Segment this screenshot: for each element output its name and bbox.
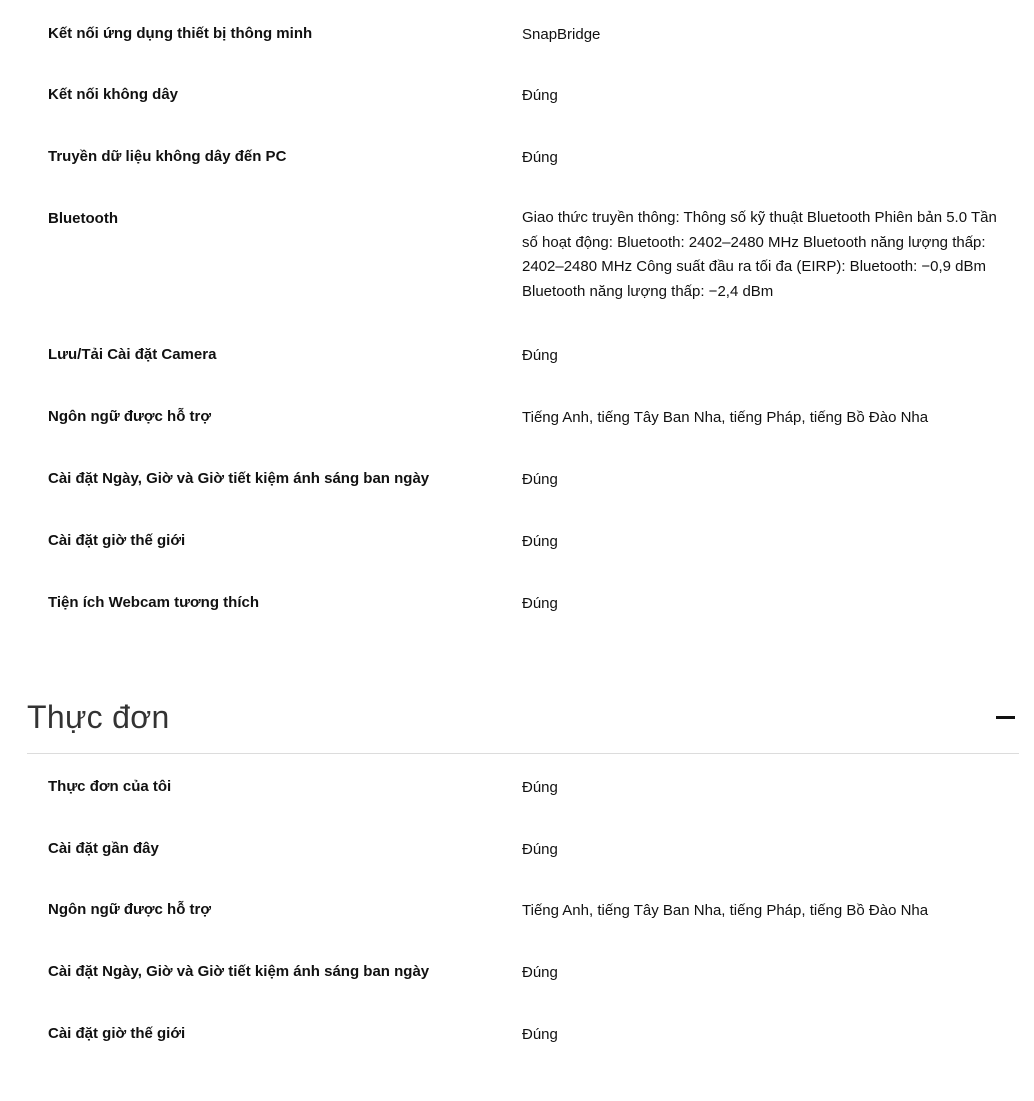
spec-label: Cài đặt Ngày, Giờ và Giờ tiết kiệm ánh sáng ban ngày	[48, 470, 430, 487]
minus-icon	[996, 716, 1015, 719]
spec-value: SnapBridge	[522, 26, 601, 43]
spec-label: Kết nối ứng dụng thiết bị thông minh	[48, 25, 313, 42]
spec-value: Đúng	[522, 964, 558, 981]
spec-value: Tiếng Anh, tiếng Tây Ban Nha, tiếng Pháp, tiếng Bồ Đào Nha	[522, 409, 929, 426]
spec-value: Đúng	[522, 347, 558, 364]
collapse-button[interactable]	[994, 713, 1016, 723]
spec-label: Cài đặt giờ thế giới	[48, 1025, 186, 1042]
spec-label: Cài đặt Ngày, Giờ và Giờ tiết kiệm ánh sáng ban ngày	[48, 963, 430, 980]
spec-label: Tiện ích Webcam tương thích	[48, 594, 259, 611]
spec-label: Ngôn ngữ được hỗ trợ	[48, 901, 212, 918]
spec-value: Đúng	[522, 1026, 558, 1043]
spec-value: Đúng	[522, 779, 558, 796]
spec-value: Đúng	[522, 87, 558, 104]
spec-label: Ngôn ngữ được hỗ trợ	[48, 408, 212, 425]
spec-value: Đúng	[522, 533, 558, 550]
spec-label: Lưu/Tải Cài đặt Camera	[48, 346, 217, 363]
spec-label: Kết nối không dây	[48, 86, 179, 103]
spec-label: Cài đặt giờ thế giới	[48, 532, 186, 549]
spec-label: Cài đặt gần đây	[48, 840, 159, 857]
spec-value: Đúng	[522, 471, 558, 488]
spec-label: Bluetooth	[48, 210, 118, 227]
spec-value: Giao thức truyền thông: Thông số kỹ thuật Bluetooth Phiên bản 5.0 Tần số hoạt động: Bluetooth: 2402–2480 MHz Bluetooth năng lượng thấp: 2402–2480 MHz Công suất đầu ra tối đa (EIRP): Bluetooth: −0,9 dBm Bluetooth năng lượng thấp: −2,4 dBm	[522, 209, 997, 301]
spec-value: Đúng	[522, 841, 558, 858]
section-title: Thực đơn	[27, 699, 170, 735]
spec-value: Đúng	[522, 149, 558, 166]
spec-label: Thực đơn của tôi	[48, 778, 172, 795]
menu-section-header[interactable]	[0, 697, 1034, 755]
spec-value: Tiếng Anh, tiếng Tây Ban Nha, tiếng Pháp, tiếng Bồ Đào Nha	[522, 902, 929, 919]
spec-value: Đúng	[522, 595, 558, 612]
spec-label: Truyền dữ liệu không dây đến PC	[48, 148, 287, 165]
section-divider	[27, 753, 1019, 754]
